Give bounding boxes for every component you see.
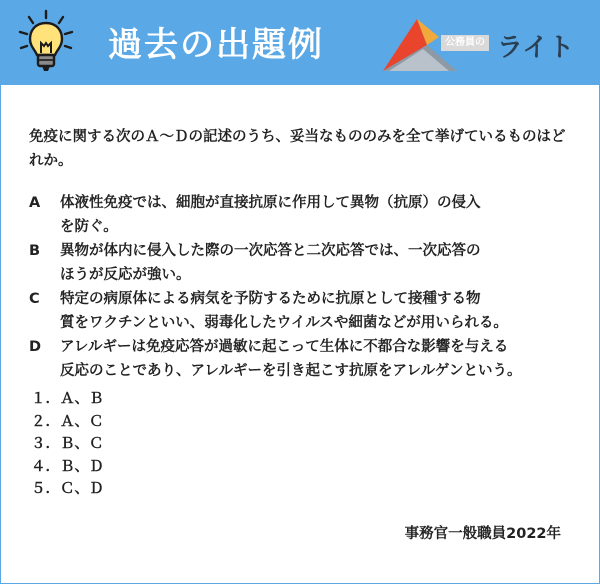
logo-tagline: 公務員の: [441, 35, 489, 51]
statement-letter: C: [29, 291, 40, 307]
statement-line: 特定の病原体による病気を予防するために抗原として接種する物: [60, 291, 481, 307]
answer-option-2: ２．Ａ、Ｃ: [31, 413, 104, 430]
statement-d: [29, 335, 569, 383]
question-text: 免疫に関する次のＡ～Ｄの記述のうち、妥当なもののみを全て挙げているものはどれか。: [29, 129, 566, 169]
answer-option-3: ３．Ｂ、Ｃ: [31, 436, 104, 452]
statement-line: アレルギーは免疫応答が過敏に起こって生体に不都合な影響を与える: [60, 339, 509, 355]
statement-c: [29, 287, 569, 335]
answer-options: [31, 388, 231, 501]
statement-line: 体液性免疫では、細胞が直接抗原に作用して異物（抗原）の侵入: [60, 195, 481, 211]
statement-b: [29, 239, 569, 287]
statement-line: を防ぐ。: [60, 219, 118, 235]
statement-line: 反応のことであり、アレルギーを引き起こす抗原をアレルゲンという。: [60, 363, 522, 379]
page-title: 過去の出題例: [108, 25, 324, 65]
answer-option-5: ５．Ｃ、Ｄ: [31, 481, 104, 497]
statement-letter: A: [29, 195, 41, 211]
statement-line: ほうが反応が強い。: [60, 267, 191, 283]
brand-logo: [379, 15, 584, 73]
lightbulb-icon: [15, 9, 77, 75]
logo-name: ライト: [497, 33, 575, 63]
statement-list: [29, 191, 569, 383]
statement-letter: D: [29, 339, 42, 355]
header-banner: [1, 1, 599, 85]
answer-option-4: ４．Ｂ、Ｄ: [31, 458, 104, 475]
exam-source: 事務官一般職員2022年: [404, 526, 561, 542]
answer-option-1: １．Ａ、Ｂ: [31, 391, 104, 407]
statement-line: 質をワクチンといい、弱毒化したウイルスや細菌などが用いられる。: [60, 315, 508, 331]
statement-a: [29, 191, 569, 239]
statement-letter: B: [29, 243, 41, 259]
statement-line: 異物が体内に侵入した際の一次応答と二次応答では、一次応答の: [60, 243, 481, 259]
